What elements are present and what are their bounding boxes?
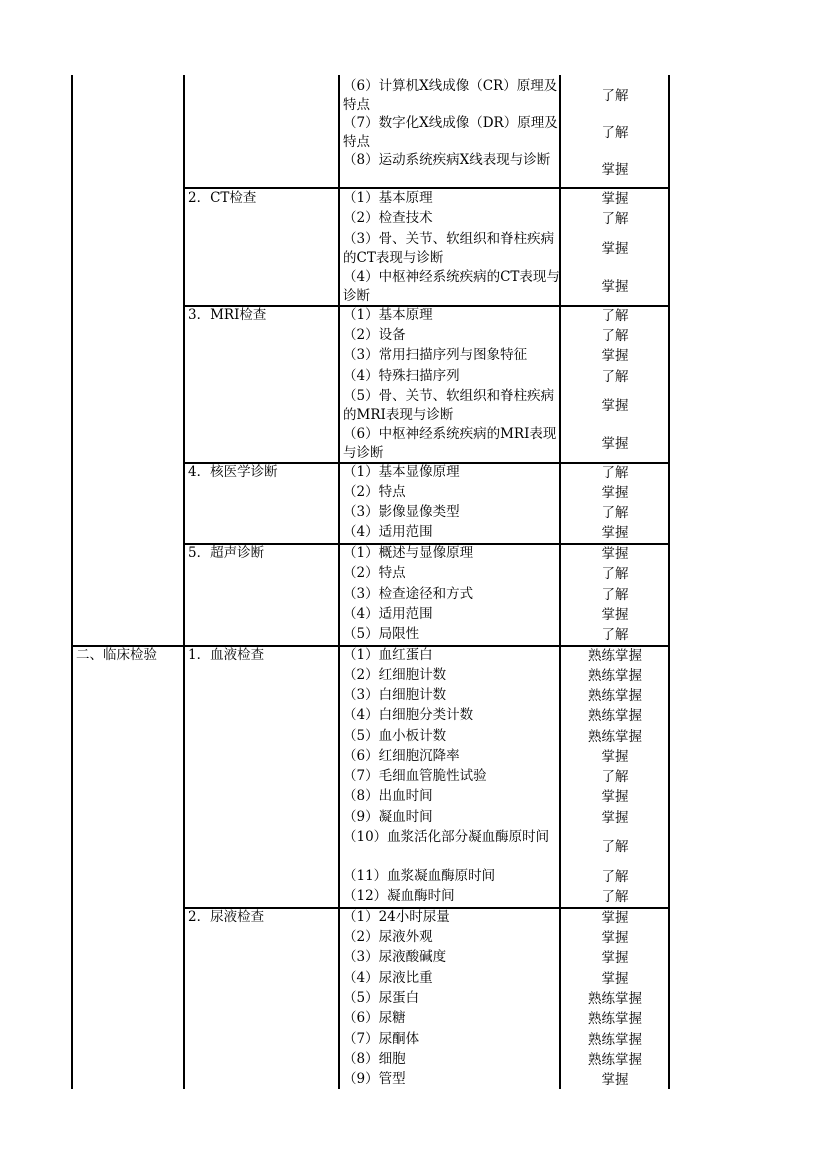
item-level: 掌握 xyxy=(601,1072,629,1088)
item-text: （8）细胞 xyxy=(343,1051,406,1067)
item-level: 了解 xyxy=(601,627,629,643)
item-level: 掌握 xyxy=(601,810,629,826)
item-text: （7）毛细血管脆性试验 xyxy=(343,768,487,784)
item-text: （11）血浆凝血酶原时间 xyxy=(343,868,496,884)
item-text: （1）血红蛋白 xyxy=(343,647,433,663)
item-level: 掌握 xyxy=(601,279,629,295)
subject-label: 4．核医学诊断 xyxy=(188,464,278,480)
item-text: （2）检查技术 xyxy=(343,210,433,226)
subject-label: 1．血液检查 xyxy=(188,647,265,663)
item-level: 掌握 xyxy=(601,546,629,562)
item-text: （3）骨、关节、软组织和脊柱疾病的CT表现与诊断 xyxy=(343,231,555,266)
item-text: （2）特点 xyxy=(343,565,406,581)
item-text: （4）中枢神经系统疾病的CT表现与诊断 xyxy=(343,269,560,304)
item-text: （1）基本原理 xyxy=(343,307,433,323)
item-level: 了解 xyxy=(601,125,629,141)
item-text: （5）尿蛋白 xyxy=(343,990,420,1006)
item-level: 掌握 xyxy=(601,930,629,946)
item-text: （4）适用范围 xyxy=(343,524,433,540)
item-text: （1）基本原理 xyxy=(343,190,433,206)
item-text: （10）血浆活化部分凝血酶原时间 xyxy=(343,829,550,845)
item-text: （2）设备 xyxy=(343,327,406,343)
item-text: （3）白细胞计数 xyxy=(343,687,447,703)
item-text: （9）管型 xyxy=(343,1071,406,1087)
item-level: 了解 xyxy=(601,328,629,344)
item-level: 熟练掌握 xyxy=(588,1052,642,1068)
item-level: 了解 xyxy=(601,308,629,324)
item-text: （3）尿液酸碱度 xyxy=(343,949,447,965)
item-level: 熟练掌握 xyxy=(588,1032,642,1048)
item-text: （7）尿酮体 xyxy=(343,1031,420,1047)
subject-label: 2．CT检查 xyxy=(188,190,257,206)
item-text: （6）红细胞沉降率 xyxy=(343,748,460,764)
item-level: 掌握 xyxy=(601,789,629,805)
item-text: （4）特殊扫描序列 xyxy=(343,368,460,384)
item-text: （5）局限性 xyxy=(343,626,420,642)
item-text: （2）尿液外观 xyxy=(343,929,433,945)
item-text: （2）红细胞计数 xyxy=(343,667,447,683)
item-text: （5）骨、关节、软组织和脊柱疾病的MRI表现与诊断 xyxy=(343,388,555,423)
item-text: （8）运动系统疾病X线表现与诊断 xyxy=(343,152,551,168)
item-text: （1）24小时尿量 xyxy=(343,909,450,925)
section-label: 二、临床检验 xyxy=(76,647,157,663)
item-level: 了解 xyxy=(601,839,629,855)
item-level: 掌握 xyxy=(601,241,629,257)
item-text: （3）影像显像类型 xyxy=(343,504,460,520)
item-text: （4）白细胞分类计数 xyxy=(343,707,474,723)
item-level: 掌握 xyxy=(601,162,629,178)
item-text: （6）尿糖 xyxy=(343,1010,406,1026)
item-level: 掌握 xyxy=(601,398,629,414)
item-level: 了解 xyxy=(601,566,629,582)
item-text: （5）血小板计数 xyxy=(343,728,447,744)
item-level: 熟练掌握 xyxy=(588,688,642,704)
subject-label: 3．MRI检查 xyxy=(188,307,267,323)
item-level: 熟练掌握 xyxy=(588,668,642,684)
col-border-2 xyxy=(338,75,340,1089)
item-level: 了解 xyxy=(601,587,629,603)
item-level: 熟练掌握 xyxy=(588,1011,642,1027)
item-level: 熟练掌握 xyxy=(588,991,642,1007)
item-level: 熟练掌握 xyxy=(588,648,642,664)
item-level: 掌握 xyxy=(601,525,629,541)
item-level: 掌握 xyxy=(601,971,629,987)
item-text: （9）凝血时间 xyxy=(343,809,433,825)
item-level: 了解 xyxy=(601,369,629,385)
item-text: （1）基本显像原理 xyxy=(343,464,460,480)
item-level: 掌握 xyxy=(601,191,629,207)
item-text: （6）中枢神经系统疾病的MRI表现与诊断 xyxy=(343,426,557,461)
item-text: （12）凝血酶时间 xyxy=(343,888,455,904)
item-level: 了解 xyxy=(601,869,629,885)
item-level: 熟练掌握 xyxy=(588,708,642,724)
item-level: 了解 xyxy=(601,465,629,481)
subject-label: 5．超声诊断 xyxy=(188,545,265,561)
item-level: 掌握 xyxy=(601,749,629,765)
item-text: （1）概述与显像原理 xyxy=(343,545,474,561)
item-level: 了解 xyxy=(601,889,629,905)
item-text: （3）常用扫描序列与图象特征 xyxy=(343,347,528,363)
item-level: 掌握 xyxy=(601,436,629,452)
item-level: 掌握 xyxy=(601,348,629,364)
item-level: 熟练掌握 xyxy=(588,729,642,745)
item-text: （3）检查途径和方式 xyxy=(343,586,474,602)
item-text: （2）特点 xyxy=(343,484,406,500)
item-level: 掌握 xyxy=(601,607,629,623)
item-level: 了解 xyxy=(601,88,629,104)
item-level: 掌握 xyxy=(601,950,629,966)
item-text: （6）计算机X线成像（CR）原理及特点 xyxy=(343,78,558,113)
item-text: （7）数字化X线成像（DR）原理及特点 xyxy=(343,115,558,150)
item-text: （8）出血时间 xyxy=(343,788,433,804)
col-border-left xyxy=(71,75,73,1089)
item-level: 了解 xyxy=(601,505,629,521)
item-text: （4）尿液比重 xyxy=(343,970,433,986)
subject-label: 2．尿液检查 xyxy=(188,909,265,925)
item-level: 了解 xyxy=(601,211,629,227)
item-level: 掌握 xyxy=(601,910,629,926)
col-border-1 xyxy=(183,75,185,1089)
item-level: 掌握 xyxy=(601,485,629,501)
item-level: 了解 xyxy=(601,769,629,785)
item-text: （4）适用范围 xyxy=(343,606,433,622)
